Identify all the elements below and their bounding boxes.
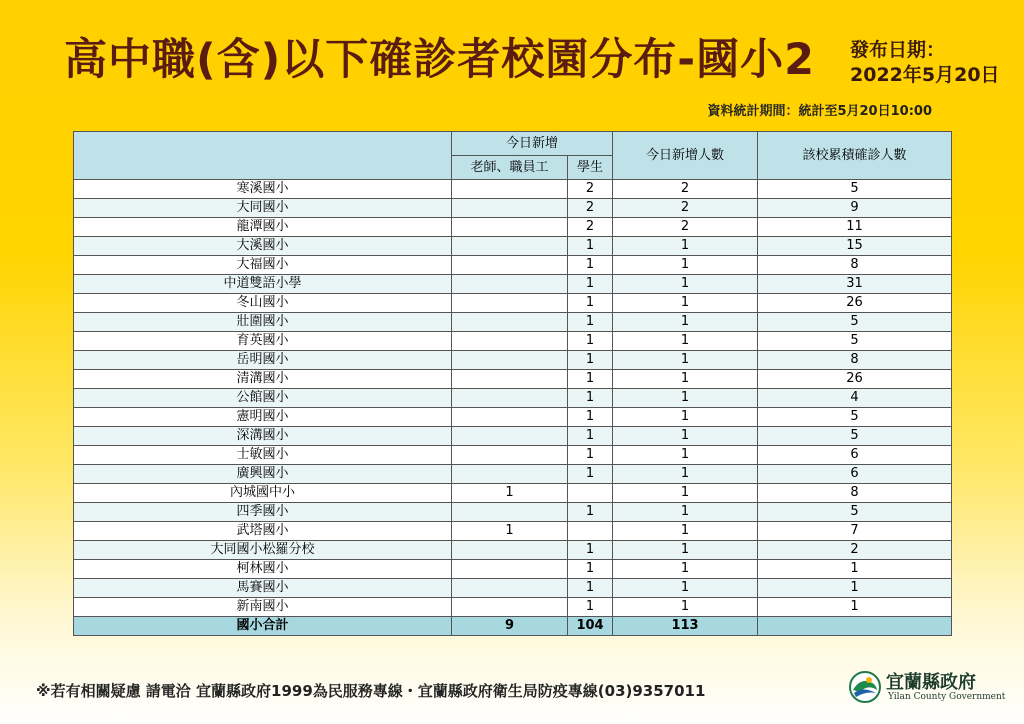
cumulative-cell: 6 [758,465,952,484]
today-new-group-header: 今日新增 [452,132,613,156]
staff-count-cell [452,598,568,617]
staff-count-cell [452,389,568,408]
cumulative-cell: 5 [758,503,952,522]
staff-count-cell [452,313,568,332]
staff-count-cell [452,446,568,465]
school-name-cell: 內城國中小 [74,484,452,503]
school-name-cell: 寒溪國小 [74,180,452,199]
logo-name: 宜蘭縣政府 [886,672,976,693]
cumulative-cell: 26 [758,294,952,313]
school-name-cell: 壯圍國小 [74,313,452,332]
cases-table [73,131,952,636]
today-total-cell: 1 [613,275,758,294]
cumulative-cell: 2 [758,541,952,560]
table-row [74,598,952,617]
staff-count-cell [452,503,568,522]
cumulative-cell: 4 [758,389,952,408]
school-name-cell: 大同國小 [74,199,452,218]
school-name-cell: 士敏國小 [74,446,452,465]
table-row [74,579,952,598]
staff-count-cell [452,579,568,598]
staff-count-cell [452,332,568,351]
table-row [74,332,952,351]
staff-count-cell [452,560,568,579]
school-name-cell: 廣興國小 [74,465,452,484]
student-count-cell: 1 [568,389,613,408]
staff-count-cell [452,180,568,199]
table-row [74,484,952,503]
cumulative-cell: 31 [758,275,952,294]
student-count-cell: 1 [568,598,613,617]
student-count-cell [568,522,613,541]
school-name-cell: 龍潭國小 [74,218,452,237]
student-count-cell: 1 [568,408,613,427]
cumulative-cell: 5 [758,427,952,446]
today-total-cell: 1 [613,465,758,484]
school-name-cell: 育英國小 [74,332,452,351]
cumulative-cell: 9 [758,199,952,218]
student-count-cell: 1 [568,370,613,389]
staff-count-cell [452,256,568,275]
cumulative-cell: 11 [758,218,952,237]
school-name-cell: 大同國小松羅分校 [74,541,452,560]
school-name-cell: 冬山國小 [74,294,452,313]
today-total-cell: 1 [613,408,758,427]
today-total-cell: 1 [613,237,758,256]
cumulative-cell: 5 [758,408,952,427]
total-cumulative [758,617,952,636]
table-row [74,294,952,313]
school-name-cell: 憲明國小 [74,408,452,427]
table-row [74,275,952,294]
today-total-cell: 2 [613,218,758,237]
school-name-cell: 岳明國小 [74,351,452,370]
table-row [74,522,952,541]
today-total-cell: 1 [613,484,758,503]
statistics-period: 資料統計期間：統計至5月20日10:00 [707,104,932,119]
student-count-cell: 2 [568,180,613,199]
table-row [74,427,952,446]
cumulative-cell: 26 [758,370,952,389]
cumulative-cell: 1 [758,598,952,617]
school-name-cell: 馬賽國小 [74,579,452,598]
today-total-cell: 1 [613,503,758,522]
school-name-cell: 新南國小 [74,598,452,617]
staff-count-cell [452,294,568,313]
school-name-cell: 大福國小 [74,256,452,275]
total-row [74,617,952,636]
school-name-cell: 深溝國小 [74,427,452,446]
cumulative-cell: 5 [758,180,952,199]
today-total-cell: 1 [613,598,758,617]
today-total-header: 今日新增人數 [613,132,758,180]
table-row [74,503,952,522]
table-row [74,408,952,427]
page-title: 高中職(含)以下確診者校園分布-國小2 [64,35,816,85]
table-row [74,389,952,408]
contact-footer: ※若有相關疑慮 請電洽 宜蘭縣政府1999為民服務專線・宜蘭縣政府衛生局防疫專線(03)9357011 [36,682,706,700]
table-body [74,180,952,617]
staff-count-cell [452,199,568,218]
table-row [74,351,952,370]
school-name-cell: 大溪國小 [74,237,452,256]
staff-header: 老師、職員工 [452,156,568,180]
staff-count-cell [452,275,568,294]
student-count-cell: 1 [568,579,613,598]
table-row [74,465,952,484]
student-count-cell: 1 [568,465,613,484]
student-count-cell: 1 [568,351,613,370]
today-total-cell: 1 [613,294,758,313]
staff-count-cell: 1 [452,484,568,503]
cumulative-cell: 15 [758,237,952,256]
county-emblem-icon [848,670,882,704]
school-name-cell: 清溝國小 [74,370,452,389]
table-row [74,256,952,275]
table-row [74,560,952,579]
student-count-cell: 1 [568,560,613,579]
total-student: 104 [568,617,613,636]
cumulative-cell: 5 [758,313,952,332]
staff-count-cell [452,541,568,560]
publish-date: 2022年5月20日 [850,64,1000,86]
cumulative-cell: 1 [758,560,952,579]
today-total-cell: 1 [613,427,758,446]
school-name-cell: 武塔國小 [74,522,452,541]
student-count-cell: 1 [568,275,613,294]
today-total-cell: 1 [613,332,758,351]
school-name-cell: 中道雙語小學 [74,275,452,294]
table-row [74,446,952,465]
staff-count-cell [452,408,568,427]
school-name-cell: 柯林國小 [74,560,452,579]
staff-count-cell: 1 [452,522,568,541]
school-name-cell: 公館國小 [74,389,452,408]
today-total-cell: 1 [613,351,758,370]
staff-count-cell [452,370,568,389]
table-row [74,180,952,199]
table-row [74,541,952,560]
today-total-cell: 2 [613,180,758,199]
student-count-cell [568,484,613,503]
staff-count-cell [452,218,568,237]
today-total-cell: 2 [613,199,758,218]
staff-count-cell [452,427,568,446]
table-row [74,313,952,332]
school-header [74,132,452,180]
student-count-cell: 1 [568,446,613,465]
cumulative-header: 該校累積確診人數 [758,132,952,180]
student-count-cell: 1 [568,313,613,332]
today-total-cell: 1 [613,256,758,275]
cumulative-cell: 6 [758,446,952,465]
total-staff: 9 [452,617,568,636]
student-count-cell: 1 [568,256,613,275]
today-total-cell: 1 [613,560,758,579]
today-total-cell: 1 [613,370,758,389]
today-total-cell: 1 [613,389,758,408]
student-count-cell: 1 [568,294,613,313]
cumulative-cell: 5 [758,332,952,351]
student-count-cell: 1 [568,427,613,446]
table-row [74,199,952,218]
student-count-cell: 1 [568,503,613,522]
student-count-cell: 1 [568,541,613,560]
student-count-cell: 2 [568,218,613,237]
publish-date-label: 發布日期： [850,39,946,61]
staff-count-cell [452,237,568,256]
school-name-cell: 四季國小 [74,503,452,522]
table-row [74,218,952,237]
today-total-cell: 1 [613,313,758,332]
government-logo [848,668,1006,710]
today-total-cell: 1 [613,541,758,560]
total-label: 國小合計 [74,617,452,636]
today-total-cell: 1 [613,579,758,598]
staff-count-cell [452,465,568,484]
table-row [74,237,952,256]
publish-date-block [850,38,1000,88]
cumulative-cell: 8 [758,256,952,275]
staff-count-cell [452,351,568,370]
student-header: 學生 [568,156,613,180]
total-today: 113 [613,617,758,636]
today-total-cell: 1 [613,446,758,465]
student-count-cell: 2 [568,199,613,218]
cumulative-cell: 1 [758,579,952,598]
student-count-cell: 1 [568,332,613,351]
cumulative-cell: 8 [758,351,952,370]
table-row [74,370,952,389]
logo-english: Yilan County Government [888,692,1006,702]
student-count-cell: 1 [568,237,613,256]
today-total-cell: 1 [613,522,758,541]
cumulative-cell: 8 [758,484,952,503]
cumulative-cell: 7 [758,522,952,541]
